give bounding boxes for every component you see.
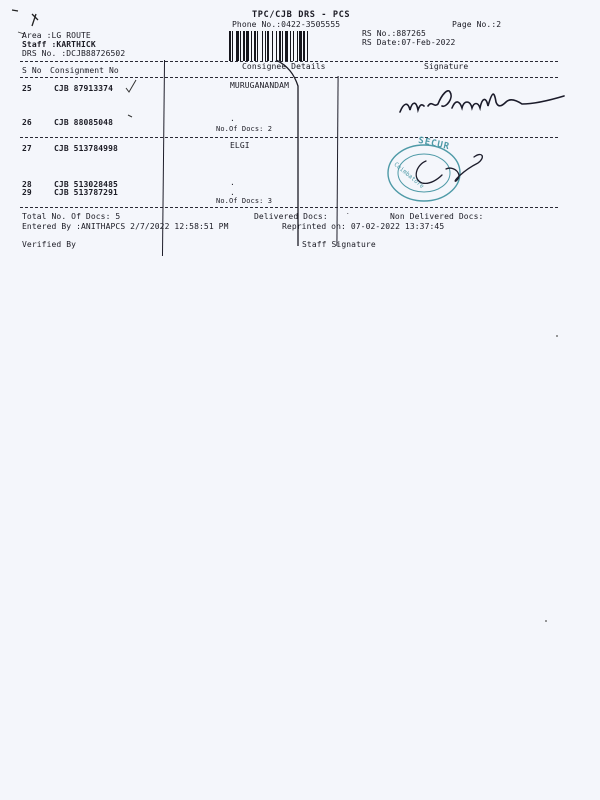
row-sno: 29 [22,188,32,197]
rs-number: RS No.:887265 [362,29,426,38]
barcode-bar [246,31,249,61]
verified-by: Verified By [22,240,77,249]
barcode-bar [251,31,252,61]
dot-mark: . [230,178,235,187]
document-title: TPC/CJB DRS - PCS [252,10,351,20]
barcode-bar [229,31,231,61]
seal-text: SECUR [417,135,451,153]
area-label: Area :LG ROUTE [22,31,91,40]
column-consignment: Consignment No [50,66,119,75]
row-consignee: MURUGANANDAM [230,81,289,90]
row-sno: 25 [22,84,32,93]
dot-mark: . [230,188,235,197]
drs-number: DRS No. :DCJB88726502 [22,49,126,58]
scan-speck [545,620,547,622]
row-sno: 26 [22,118,32,127]
phone-number: Phone No.:0422-3505555 [232,20,341,29]
non-delivered-docs: Non Delivered Docs: [390,212,484,221]
staff-label: Staff :KARTHICK [22,40,96,49]
scan-speck [556,335,558,337]
barcode-bar [232,31,233,61]
barcode-bar [240,31,241,61]
row-consignment: CJB 513028485 [54,180,118,189]
row-consignment: CJB 88085048 [54,118,113,127]
docs-count: No.Of Docs: 2 [216,125,273,133]
row-consignment: CJB 513787291 [54,188,118,197]
dot-mark: . [346,209,350,216]
row-sno: 28 [22,180,32,189]
rs-date: RS Date:07-Feb-2022 [362,38,456,47]
barcode-bar [257,31,258,61]
row-consignment: CJB 87913374 [54,84,113,93]
reprinted-on: Reprinted on: 07-02-2022 13:37:45 [282,222,445,231]
entered-by: Entered By :ANITHAPCS 2/7/2022 12:58:51 PM [22,222,229,231]
barcode-bar [243,31,245,61]
page-number: Page No.:2 [452,20,502,29]
row-consignment: CJB 513784998 [54,144,118,153]
check-mark-icon [122,78,142,96]
delivered-docs: Delivered Docs: [254,212,328,221]
barcode-bar [236,31,239,61]
handwritten-signature [398,82,568,122]
seal-subtext: Coimbatore [392,161,426,191]
dot-mark: . [230,114,235,123]
company-seal [382,135,492,205]
staff-signature: Staff Signature [302,240,376,249]
column-sno: S No [22,66,42,75]
check-mark-icon [126,110,140,122]
row-sno: 27 [22,144,32,153]
docs-count: No.Of Docs: 3 [216,197,273,205]
barcode-bar [262,31,263,61]
column-consignee: Consignee Details [242,62,326,71]
total-docs: Total No. Of Docs: 5 [22,212,121,221]
barcode-bar [254,31,256,61]
column-signature: Signature [424,62,469,71]
row-consignee: ELGI [230,141,250,150]
barcode-bar [265,31,266,61]
hand-drawn-line [270,56,350,256]
